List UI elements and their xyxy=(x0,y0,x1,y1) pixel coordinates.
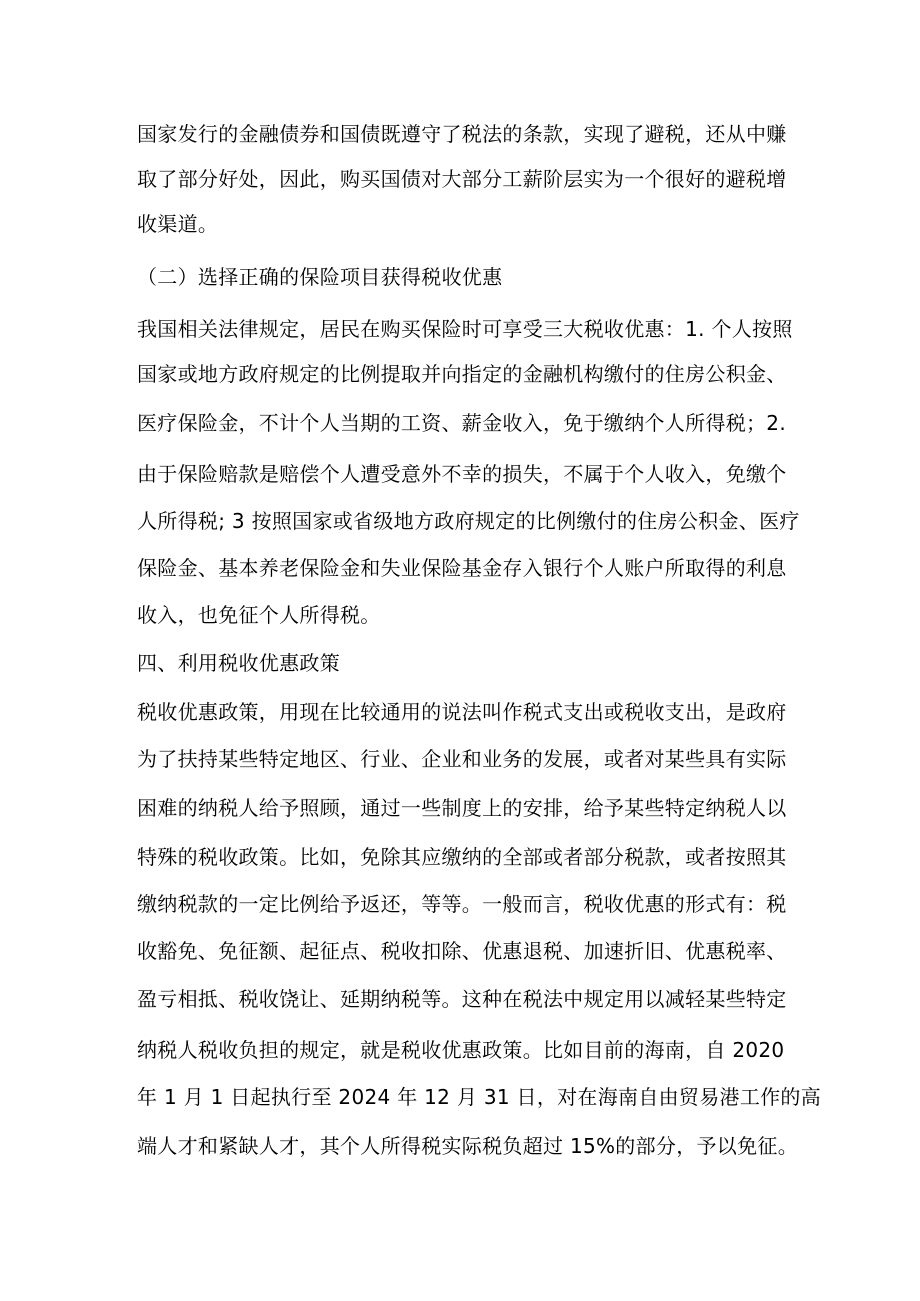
section-heading: （二）选择正确的保险项目获得税收优惠 xyxy=(137,265,503,289)
text-line: 为了扶持某些特定地区、行业、企业和业务的发展，或者对某些具有实际 xyxy=(137,747,787,771)
text-line: 缴纳税款的一定比例给予返还，等等。一般而言，税收优惠的形式有：税 xyxy=(137,892,787,916)
text-line: 人所得税; 3 按照国家或省级地方政府规定的比例缴付的住房公积金、医疗 xyxy=(137,509,800,533)
section-heading: 四、利用税收优惠政策 xyxy=(137,651,340,675)
text-line: 收豁免、免征额、起征点、税收扣除、优惠退税、加速折旧、优惠税率、 xyxy=(137,939,787,963)
text-line: 盈亏相抵、税收饶让、延期纳税等。这种在税法中规定用以减轻某些特定 xyxy=(137,987,787,1011)
text-line: 年 1 月 1 日起执行至 2024 年 12 月 31 日，对在海南自由贸易港工作的高 xyxy=(137,1085,822,1109)
text-line: 由于保险赔款是赔偿个人遭受意外不幸的损失，不属于个人收入，免缴个 xyxy=(137,462,787,486)
text-line: 保险金、基本养老保险金和失业保险基金存入银行个人账户所取得的利息 xyxy=(137,556,787,580)
text-line: 纳税人税收负担的规定，就是税收优惠政策。比如目前的海南，自 2020 xyxy=(137,1038,785,1062)
text-line: 困难的纳税人给予照顾，通过一些制度上的安排，给予某些特定纳税人以 xyxy=(137,796,787,820)
text-line: 端人才和紧缺人才，其个人所得税实际税负超过 15%的部分，予以免征。 xyxy=(137,1134,799,1158)
text-line: 国家或地方政府规定的比例提取并向指定的金融机构缴付的住房公积金、 xyxy=(137,362,787,386)
text-line: 收入，也免征个人所得税。 xyxy=(137,603,381,627)
text-line: 医疗保险金，不计个人当期的工资、薪金收入，免于缴纳个人所得税；2. xyxy=(137,411,786,435)
text-line: 国家发行的金融债券和国债既遵守了税法的条款，实现了避税，还从中赚 xyxy=(137,122,787,146)
text-line: 税收优惠政策，用现在比较通用的说法叫作税式支出或税收支出，是政府 xyxy=(137,700,787,724)
text-line: 取了部分好处，因此，购买国债对大部分工薪阶层实为一个很好的避税增 xyxy=(137,167,787,191)
text-line: 特殊的税收政策。比如，免除其应缴纳的全部或者部分税款，或者按照其 xyxy=(137,845,787,869)
text-line: 我国相关法律规定，居民在购买保险时可享受三大税收优惠：1. 个人按照 xyxy=(137,317,793,341)
text-line: 收渠道。 xyxy=(137,212,219,236)
